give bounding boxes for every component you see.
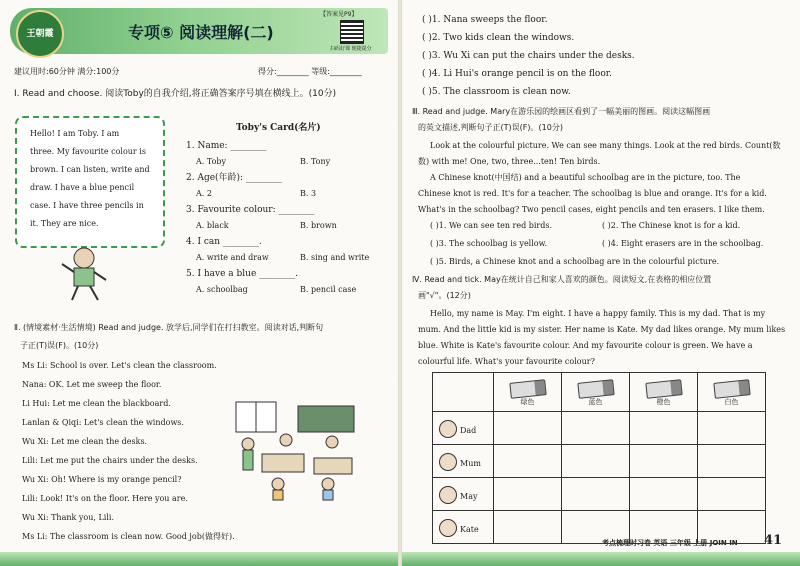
- tick-cell[interactable]: [562, 478, 630, 511]
- tick-cell[interactable]: [494, 445, 562, 478]
- qr-caption: 扫码好课 便捷提分: [330, 46, 372, 52]
- tick-cell[interactable]: [630, 412, 698, 445]
- may-avatar: [439, 486, 457, 504]
- row-label-cell: Kate: [433, 511, 494, 544]
- section-3-title-line2: 的英文描述,判断句子正(T)误(F)。(10分): [418, 123, 563, 132]
- toby-line-3: brown. I can listen, write and: [30, 165, 150, 174]
- mum-avatar: [439, 453, 457, 471]
- girl-illustration: [54, 244, 114, 304]
- sec4-para-line1: Hello, my name is May. I'm eight. I have a happy family. This is my dad. That is my: [430, 309, 766, 318]
- left-page: [0, 0, 398, 566]
- toby-line-4: draw. I have a blue pencil: [30, 183, 135, 192]
- q2-stem: 2. Age(年龄): ________: [186, 173, 282, 183]
- crayon-icon: [509, 379, 546, 399]
- dialogue-line-1: Ms Li: School is over. Let's clean the classroom.: [22, 361, 217, 370]
- q5-option-b: B. pencil case: [300, 285, 357, 294]
- tick-cell[interactable]: [630, 511, 698, 544]
- tick-cell[interactable]: [494, 478, 562, 511]
- kate-avatar: [439, 519, 457, 537]
- header-cell: 白色: [698, 373, 766, 412]
- right-bottom-band: [402, 552, 800, 566]
- sec4-para-line3: blue. White is Kate's favourite colour. And my favourite colour is green. We have a: [418, 341, 753, 350]
- q4-stem: 4. I can ________.: [186, 237, 262, 247]
- dialogue-line-8: Lili: Look! It's on the floor. Here you are.: [22, 494, 188, 503]
- q3-option-a: A. black: [196, 221, 229, 230]
- row-label-cell: Dad: [433, 412, 494, 445]
- header-cell: 蓝色: [562, 373, 630, 412]
- table-row: [433, 412, 766, 445]
- logo-badge: 王朝霞: [16, 10, 64, 58]
- section-3-title: Ⅲ. Read and judge. Mary在游乐园的绘画区看到了一幅美丽的图画。阅读这幅图画: [412, 107, 711, 116]
- left-bottom-band: [0, 552, 398, 566]
- sec3-para1-line2: 数) with me! One, two, three...ten! Ten birds.: [418, 157, 601, 166]
- row-label-cell: May: [433, 478, 494, 511]
- page-number: 41: [764, 533, 783, 548]
- sec3-item-1: ( )1. We can see ten red birds.: [430, 221, 553, 230]
- q4-option-a: A. write and draw: [196, 253, 269, 262]
- colour-table: [432, 372, 766, 544]
- dad-avatar: [439, 420, 457, 438]
- table-row: [433, 511, 766, 544]
- q1-option-b: B. Tony: [300, 157, 331, 166]
- q5-stem: 5. I have a blue ________.: [186, 269, 299, 279]
- tick-cell[interactable]: [494, 412, 562, 445]
- q2-option-b: B. 3: [300, 189, 317, 198]
- dialogue-line-7: Wu Xi: Oh! Where is my orange pencil?: [22, 475, 182, 484]
- header-cell: 橙色: [630, 373, 698, 412]
- tick-cell[interactable]: [698, 445, 766, 478]
- header-cell: 绿色: [494, 373, 562, 412]
- sec3-item-3: ( )3. The schoolbag is yellow.: [430, 239, 548, 248]
- q4-option-b: B. sing and write: [300, 253, 370, 262]
- sec3-item-2: ( )2. The Chinese knot is for a kid.: [602, 221, 741, 230]
- tick-cell[interactable]: [562, 445, 630, 478]
- tick-cell[interactable]: [630, 478, 698, 511]
- card-title: Toby's Card(名片): [236, 123, 321, 133]
- sec3-para2: A Chinese knot(中国结) and a beautiful schoolbag are in the picture, too. The: [430, 173, 741, 182]
- classroom-illustration: [232, 398, 360, 502]
- section-4-title: Ⅳ. Read and tick. May在统计自己和家人喜欢的颜色。阅读短文,在表格的相应位置: [412, 275, 712, 284]
- q3-option-b: B. brown: [300, 221, 337, 230]
- judge-item-3: ( )3. Wu Xi can put the chairs under the desks.: [422, 51, 635, 61]
- footer-text: 考点梳理时习卷 英语 三年级 上册 JOIN IN: [602, 539, 738, 547]
- dialogue-line-4: Lanlan & Qiqi: Let's clean the windows.: [22, 418, 184, 427]
- sec4-para-line2: mum. And the little kid is my sister. Her name is Kate. My dad likes orange. My mum likes: [418, 325, 786, 334]
- section-2-title-line2: 子正(T)误(F)。(10分): [20, 341, 99, 350]
- judge-item-4: ( )4. Li Hui's orange pencil is on the floor.: [422, 69, 612, 79]
- section-4-title-line2: 画"√"。(12分): [418, 291, 471, 300]
- row-label-cell: Mum: [433, 445, 494, 478]
- sec3-item-4: ( )4. Eight erasers are in the schoolbag.: [602, 239, 764, 248]
- toby-line-2: three. My favourite colour is: [30, 147, 146, 156]
- judge-item-2: ( )2. Two kids clean the windows.: [422, 33, 575, 43]
- crayon-icon: [645, 379, 682, 399]
- q3-stem: 3. Favourite colour: ________: [186, 205, 315, 215]
- toby-line-5: case. I have three pencils in: [30, 201, 144, 210]
- sec4-para-line4: colourful life. What's your favourite colour?: [418, 357, 595, 366]
- tick-cell[interactable]: [562, 511, 630, 544]
- section-2-title: Ⅱ. (情境素材·生活情境) Read and judge. 放学后,同学们在打扫教室。阅读对话,判断句: [14, 323, 324, 332]
- judge-item-1: ( )1. Nana sweeps the floor.: [422, 15, 548, 25]
- sec3-para2-line2: Chinese knot is red. It's for a teacher. The schoolbag is blue and orange. It's for a kid.: [418, 189, 767, 198]
- tick-cell[interactable]: [698, 478, 766, 511]
- dialogue-line-9: Wu Xi: Thank you, Lili.: [22, 513, 114, 522]
- dialogue-line-2: Nana: OK. Let me sweep the floor.: [22, 380, 162, 389]
- sec3-item-5: ( )5. Birds, a Chinese knot and a schoolbag are in the colourful picture.: [430, 257, 720, 266]
- dialogue-line-5: Wu Xi: Let me clean the desks.: [22, 437, 148, 446]
- judge-item-5: ( )5. The classroom is clean now.: [422, 87, 571, 97]
- q5-option-a: A. schoolbag: [196, 285, 248, 294]
- answer-tag: 【答案见P9】: [320, 11, 358, 18]
- tick-cell[interactable]: [494, 511, 562, 544]
- tick-cell[interactable]: [698, 511, 766, 544]
- table-corner-cell: [433, 373, 494, 412]
- score-line: 得分:________ 等级:________: [258, 67, 362, 76]
- dialogue-line-3: Li Hui: Let me clean the blackboard.: [22, 399, 171, 408]
- time-line: 建议用时:60分钟 满分:100分: [14, 67, 120, 76]
- tick-cell[interactable]: [562, 412, 630, 445]
- crayon-icon: [577, 379, 614, 399]
- toby-line-1: Hello! I am Toby. I am: [30, 129, 120, 138]
- toby-line-6: it. They are nice.: [30, 219, 99, 228]
- page-title: 专项⑤ 阅读理解(二): [128, 23, 274, 42]
- tick-cell[interactable]: [630, 445, 698, 478]
- dialogue-line-6: Lili: Let me put the chairs under the desks.: [22, 456, 198, 465]
- q1-option-a: A. Toby: [196, 157, 227, 166]
- tick-cell[interactable]: [698, 412, 766, 445]
- dialogue-line-10: Ms Li: The classroom is clean now. Good job(做得好).: [22, 532, 235, 541]
- q1-stem: 1. Name: ________: [186, 141, 267, 151]
- crayon-icon: [713, 379, 750, 399]
- q2-option-a: A. 2: [196, 189, 212, 198]
- qr-code-icon[interactable]: [340, 20, 364, 44]
- table-row: [433, 445, 766, 478]
- sec3-para2-line3: What's in the schoolbag? Two pencil cases, eight pencils and ten erasers. I like them.: [418, 205, 765, 214]
- sec3-para1: Look at the colourful picture. We can see many things. Look at the red birds. Count(数: [430, 141, 781, 150]
- table-header-row: [433, 373, 766, 412]
- table-row: [433, 478, 766, 511]
- section-1-title: Ⅰ. Read and choose. 阅读Toby的自我介绍,将正确答案序号填在横线上。(10分): [14, 89, 337, 99]
